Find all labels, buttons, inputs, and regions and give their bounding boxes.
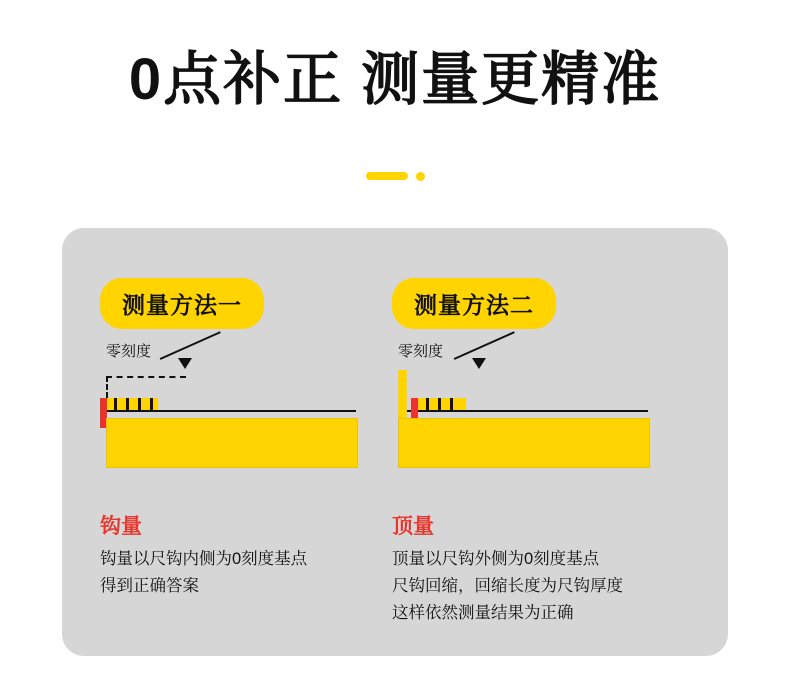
caption-line: 钩量以尺钩内侧为0刻度基点 — [100, 550, 308, 568]
leader-line — [160, 331, 221, 359]
method-one-zero-label: 零刻度 — [106, 343, 152, 360]
divider-dash-icon — [366, 172, 408, 180]
caption-line: 尺钩回缩，回缩长度为尺钩厚度 — [392, 577, 623, 596]
workpiece-block — [398, 418, 650, 468]
graduation-tick — [150, 398, 153, 410]
content-panel — [62, 228, 728, 656]
divider-dot-icon — [416, 172, 425, 181]
graduation-tick — [426, 398, 429, 410]
method-one-caption-body — [100, 546, 307, 600]
caption-line: 顶量以尺钩外侧为0刻度基点 — [392, 550, 600, 568]
page-title: 0点补正 测量更精准 — [128, 47, 662, 112]
method-two-badge: 测量方法二 — [392, 278, 556, 329]
blade-edge-line — [407, 410, 648, 412]
caption-line: 这样依然测量结果为正确 — [392, 604, 574, 623]
method-two-zero-label: 零刻度 — [398, 343, 444, 360]
method-two-caption-title: 顶量 — [392, 515, 434, 538]
graduation-tick — [450, 398, 453, 410]
graduation-tick — [126, 398, 129, 410]
zero-arrow-icon — [472, 358, 486, 369]
method-one-caption-title: 钩量 — [100, 515, 142, 538]
caption-line: 得到正确答案 — [100, 577, 199, 596]
method-two-caption-body — [392, 546, 623, 628]
hook-face-vertical — [398, 370, 407, 424]
method-two-column — [392, 228, 682, 656]
workpiece-block — [106, 418, 358, 468]
zero-arrow-icon — [178, 358, 192, 369]
graduation-tick — [138, 398, 141, 410]
graduation-tick — [438, 398, 441, 410]
method-two-diagram — [392, 348, 682, 478]
reference-dash-horizontal — [106, 376, 186, 378]
method-one-column — [100, 228, 390, 656]
blade-edge-line — [106, 410, 356, 412]
method-one-diagram — [100, 348, 390, 478]
method-one-badge: 测量方法一 — [100, 278, 264, 329]
title-divider — [0, 168, 790, 184]
leader-line — [454, 331, 515, 359]
tape-hook — [411, 398, 418, 420]
graduation-tick — [114, 398, 117, 410]
